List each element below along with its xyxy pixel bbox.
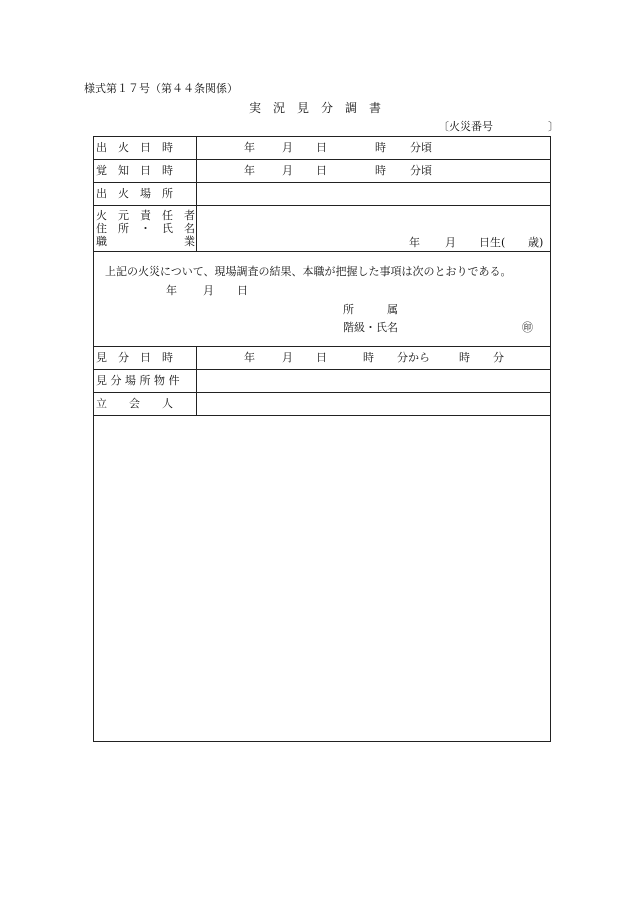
outbreak-hour-unit: 時 <box>375 141 386 154</box>
inspection-hour-unit: 時 <box>363 351 374 364</box>
notes-area <box>94 416 550 741</box>
form-number-label: 様式第１７号（第４４条関係） <box>84 82 238 95</box>
witness-label: 立 会 人 <box>96 397 173 410</box>
detection-day-unit: 日 <box>316 164 327 177</box>
occupation-label: 職 業 <box>96 235 195 248</box>
outbreak-location-label: 出 火 場 所 <box>96 187 173 200</box>
statement-year-unit: 年 <box>166 284 177 297</box>
outbreak-datetime-label: 出 火 日 時 <box>96 141 173 154</box>
detection-year-unit: 年 <box>244 164 255 177</box>
rank-name-label: 階級・氏名 <box>343 321 398 334</box>
inspection-minute-unit: 分 <box>493 351 504 364</box>
inspection-place-label: 見 分 場 所 物 件 <box>96 374 180 387</box>
outbreak-month-unit: 月 <box>282 141 293 154</box>
row-divider <box>93 182 551 183</box>
outbreak-day-unit: 日 <box>316 141 327 154</box>
birth-day-unit: 日生( <box>479 236 506 249</box>
affiliation-label: 所 属 <box>343 303 398 316</box>
row-divider <box>93 346 551 347</box>
row-divider <box>93 392 551 393</box>
detection-minute-unit: 分頃 <box>410 164 432 177</box>
detection-month-unit: 月 <box>282 164 293 177</box>
outbreak-minute-unit: 分頃 <box>410 141 432 154</box>
inspection-day-unit: 日 <box>316 351 327 364</box>
row-divider <box>93 205 551 206</box>
detection-datetime-label: 覚 知 日 時 <box>96 164 173 177</box>
outbreak-year-unit: 年 <box>244 141 255 154</box>
responsible-person-label: 火 元 責 任 者 <box>96 209 195 222</box>
statement-day-unit: 日 <box>237 284 248 297</box>
row-divider <box>93 369 551 370</box>
fire-number-field: 〔火災番号 〕 <box>438 120 559 133</box>
inspection-month-unit: 月 <box>282 351 293 364</box>
inspection-datetime-label: 見 分 日 時 <box>96 351 173 364</box>
address-name-label: 住 所 ・ 氏 名 <box>96 222 195 235</box>
inspection-hour2-unit: 時 <box>459 351 470 364</box>
age-unit: 歳) <box>528 236 544 249</box>
column-divider <box>196 346 197 415</box>
row-divider <box>93 159 551 160</box>
inspection-year-unit: 年 <box>244 351 255 364</box>
birth-month-unit: 月 <box>445 236 456 249</box>
document-title: 実 況 見 分 調 書 <box>248 101 381 115</box>
statement-text: 上記の火災について、現場調査の結果、本職が把握した事項は次のとおりである。 <box>105 265 512 278</box>
seal-mark: ㊞ <box>522 321 533 334</box>
column-divider <box>196 136 197 251</box>
row-divider <box>93 251 551 252</box>
statement-month-unit: 月 <box>203 284 214 297</box>
birth-year-unit: 年 <box>409 236 420 249</box>
inspection-from-unit: 分から <box>397 351 430 364</box>
detection-hour-unit: 時 <box>375 164 386 177</box>
